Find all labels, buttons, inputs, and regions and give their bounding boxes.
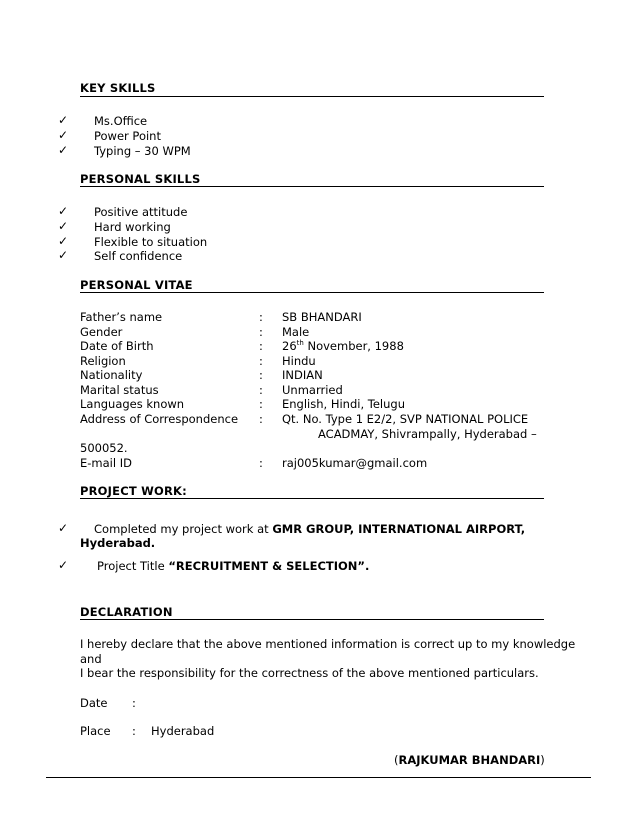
project-item-2 <box>97 559 369 573</box>
address-line-3: 500052. <box>80 441 128 455</box>
date-label: Date <box>80 696 108 710</box>
checkmark-icon: ✓ <box>58 128 69 142</box>
place-value: Hyderabad <box>151 724 215 738</box>
signature-close: ) <box>540 753 545 767</box>
checkmark-icon: ✓ <box>58 143 69 157</box>
personal-vitae-rule <box>80 292 544 293</box>
list-item: Ms.Office <box>94 114 148 128</box>
colon: : <box>259 339 263 353</box>
colon: : <box>259 397 263 411</box>
colon: : <box>259 456 263 470</box>
colon: : <box>259 325 263 339</box>
declaration-line-1: I hereby declare that the above mentioned information is correct up to my knowledge <box>80 637 576 651</box>
declaration-line-2: and <box>80 652 102 666</box>
checkmark-icon: ✓ <box>58 521 69 535</box>
checkmark-icon: ✓ <box>58 204 69 218</box>
languages-label: Languages known <box>80 397 185 411</box>
project-item-1 <box>94 522 525 536</box>
dob-rest: November, 1988 <box>303 339 404 353</box>
list-item: Hard working <box>94 220 171 234</box>
email-value: raj005kumar@gmail.com <box>282 456 428 470</box>
project-work-rule <box>80 498 544 499</box>
nationality-label: Nationality <box>80 368 143 382</box>
colon: : <box>259 368 263 382</box>
address-line-1: Qt. No. Type 1 E2/2, SVP NATIONAL POLICE <box>282 412 529 426</box>
declaration-heading: DECLARATION <box>80 605 173 619</box>
dob-suffix: th <box>296 339 304 348</box>
project-item-1-prefix: Completed my project work at <box>94 522 273 536</box>
email-label: E-mail ID <box>80 456 132 470</box>
project-item-1-company: GMR GROUP, INTERNATIONAL AIRPORT, <box>272 522 526 536</box>
checkmark-icon: ✓ <box>58 113 69 127</box>
fathers-name-value: SB BHANDARI <box>282 310 362 324</box>
signature-open: ( <box>394 753 399 767</box>
project-item-2-title: “RECRUITMENT & SELECTION”. <box>168 559 370 573</box>
place-label: Place <box>80 724 111 738</box>
project-item-1-city-text: Hyderabad. <box>80 536 156 550</box>
declaration-line-3: I bear the responsibility for the correctness of the above mentioned particulars. <box>80 666 539 680</box>
checkmark-icon: ✓ <box>58 219 69 233</box>
gender-value: Male <box>282 325 310 339</box>
key-skills-heading: KEY SKILLS <box>80 81 156 95</box>
project-item-1-city <box>80 536 155 550</box>
fathers-name-label: Father’s name <box>80 310 163 324</box>
list-item: Typing – 30 WPM <box>94 144 191 158</box>
dob-label: Date of Birth <box>80 339 154 353</box>
dob-day: 26 <box>282 339 297 353</box>
date-colon: : <box>132 696 136 710</box>
languages-value: English, Hindi, Telugu <box>282 397 405 411</box>
dob-value <box>282 339 404 353</box>
gender-label: Gender <box>80 325 123 339</box>
project-work-heading: PROJECT WORK: <box>80 484 187 498</box>
project-item-2-prefix: Project Title <box>97 559 169 573</box>
footer-rule <box>46 777 591 778</box>
colon: : <box>259 310 263 324</box>
declaration-rule <box>80 619 544 620</box>
place-colon: : <box>132 724 136 738</box>
checkmark-icon: ✓ <box>58 558 69 572</box>
list-item: Positive attitude <box>94 205 188 219</box>
list-item: Power Point <box>94 129 161 143</box>
signature <box>394 753 545 767</box>
list-item: Flexible to situation <box>94 235 208 249</box>
signature-name: RAJKUMAR BHANDARI <box>398 753 541 767</box>
address-label: Address of Correspondence <box>80 412 239 426</box>
key-skills-rule <box>80 96 544 97</box>
colon: : <box>259 412 263 426</box>
colon: : <box>259 354 263 368</box>
religion-label: Religion <box>80 354 126 368</box>
personal-skills-heading: PERSONAL SKILLS <box>80 172 201 186</box>
personal-vitae-heading: PERSONAL VITAE <box>80 278 193 292</box>
marital-status-label: Marital status <box>80 383 159 397</box>
personal-skills-rule <box>80 186 544 187</box>
religion-value: Hindu <box>282 354 316 368</box>
colon: : <box>259 383 263 397</box>
nationality-value: INDIAN <box>282 368 323 382</box>
marital-status-value: Unmarried <box>282 383 343 397</box>
address-line-2: ACADMAY, Shivrampally, Hyderabad – <box>318 427 537 441</box>
checkmark-icon: ✓ <box>58 234 69 248</box>
list-item: Self confidence <box>94 249 183 263</box>
checkmark-icon: ✓ <box>58 248 69 262</box>
